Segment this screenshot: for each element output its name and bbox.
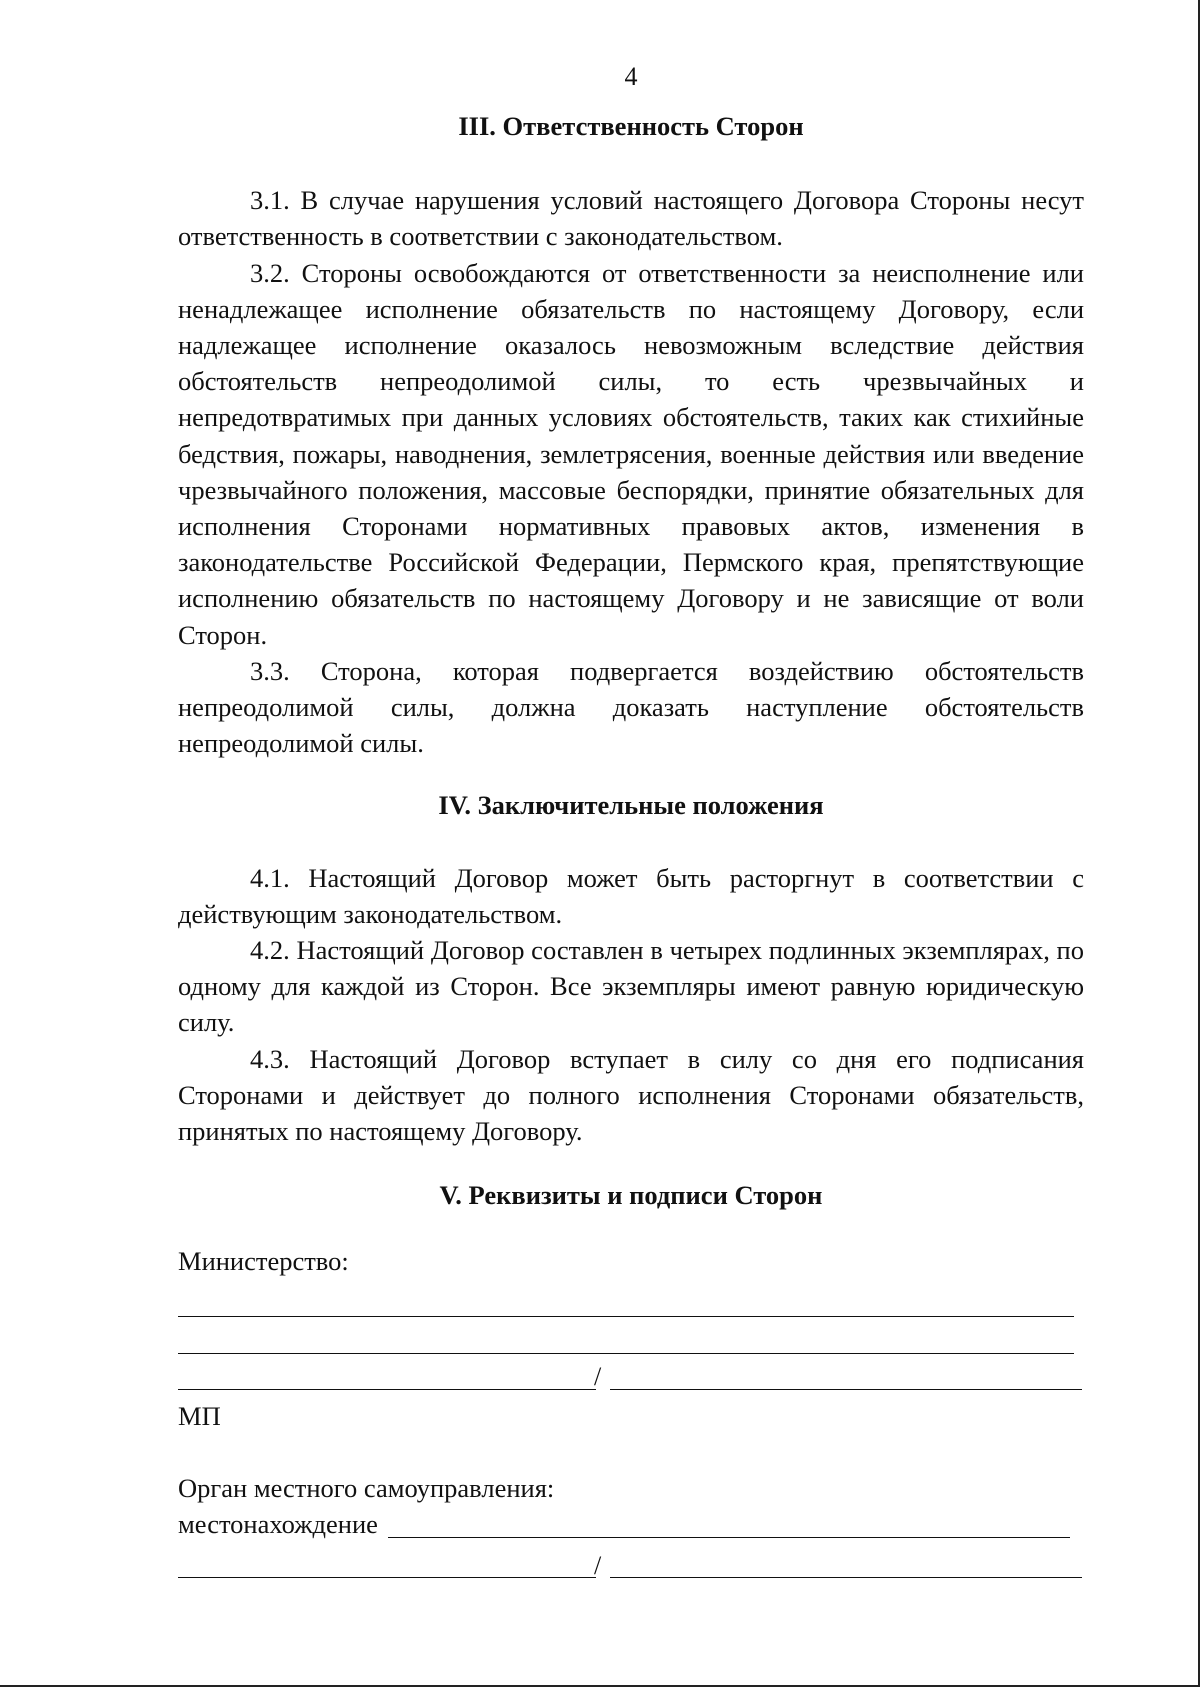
section-4-heading: IV. Заключительные положения (438, 790, 824, 821)
signature-separator: / (594, 1362, 602, 1392)
clause-4-3: 4.3. Настоящий Договор вступает в силу со дня его подписания Сторонами и действует до полного исполнения Сторонами обязательств, принятых по настоящему Договору. (178, 1043, 1084, 1147)
clause-3-2: 3.2. Стороны освобождаются от ответственности за неисполнение или ненадлежащее исполнение обязательств по настоящему Договору, если надлежащее исполнение оказалось невозможным вследствие действия обстоятельств непреодолимой силы, то есть чрезвычайных и непредотвратимых при данных условиях обстоятельств, таких как стихийные бедствия, пожары, наводнения, землетрясения, военные действия или введение чрезвычайного положения, массовые беспорядки, принятие обязательных для исполнения Сторонами нормативных правовых актов, изменения в законодательстве Российской Федерации, Пермского края, препятствующие исполнению обязательств по настоящему Договору и не зависящие от воли Сторон. (178, 257, 1084, 650)
signature-separator: / (594, 1551, 602, 1581)
page-number: 4 (624, 62, 638, 91)
ministry-signature-field[interactable] (178, 1353, 596, 1390)
location-label: местонахождение (178, 1509, 378, 1540)
ministry-label: Министерство: (178, 1246, 349, 1277)
ministry-signature-line (178, 1354, 1082, 1390)
stamp-label: МП (178, 1400, 221, 1431)
clause-4-2: 4.2. Настоящий Договор составлен в четырех подлинных экземплярах, по одному для каждой из Сторон. Все экземпляры имеют равную юридическую силу. (178, 935, 1084, 1038)
section-5-heading: V. Реквизиты и подписи Сторон (439, 1180, 823, 1211)
ministry-name-field[interactable] (610, 1353, 1082, 1390)
section-3-heading: III. Ответственность Сторон (458, 111, 804, 141)
clause-3-3: 3.3. Сторона, которая подвергается воздействию обстоятельств непреодолимой силы, должна доказать наступление обстоятельств непреодолимой силы. (178, 655, 1084, 759)
document-body (178, 108, 1084, 1581)
location-row (178, 1506, 1070, 1542)
local-gov-label: Орган местного самоуправления: (178, 1472, 555, 1503)
ministry-details-line-1[interactable] (178, 1280, 1074, 1317)
ministry-details-line-2[interactable] (178, 1317, 1074, 1354)
clause-4-1: 4.1. Настоящий Договор может быть расторгнут в соответствии с действующим законодательством. (178, 862, 1084, 929)
local-gov-signature-line (178, 1542, 1082, 1581)
local-gov-signature-field[interactable] (178, 1541, 596, 1578)
location-field[interactable] (388, 1507, 1070, 1538)
clause-3-1: 3.1. В случае нарушения условий настоящего Договора Стороны несут ответственность в соответствии с законодательством. (178, 185, 1084, 252)
local-gov-name-field[interactable] (610, 1541, 1082, 1578)
